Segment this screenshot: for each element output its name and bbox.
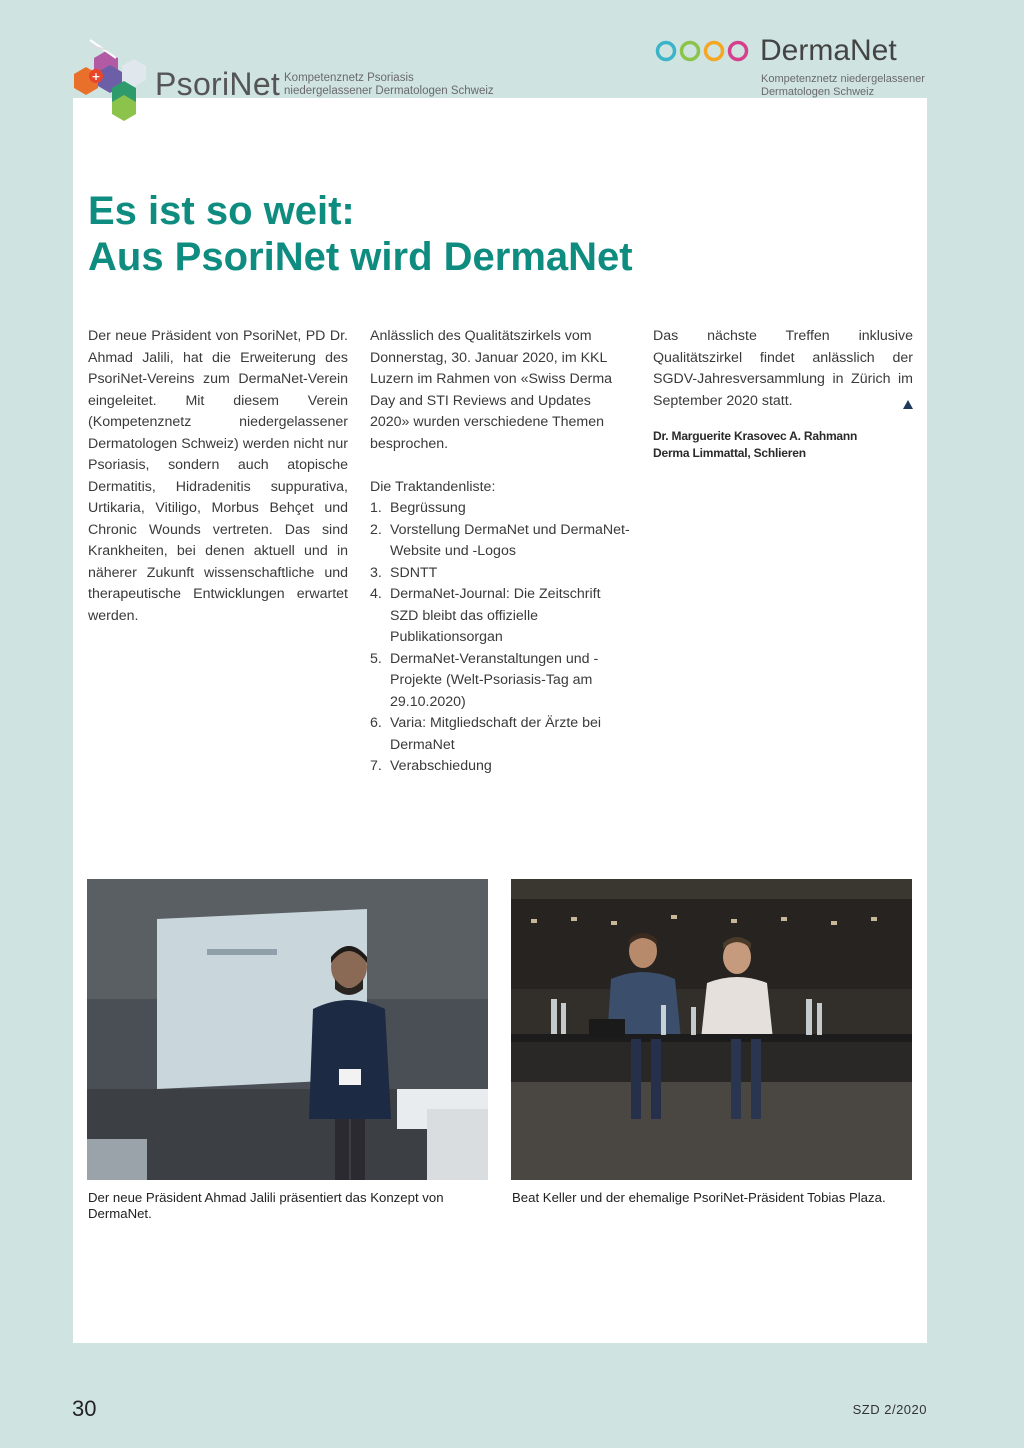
article-title-line1: Es ist so weit:: [88, 189, 355, 233]
article-title: [88, 188, 848, 280]
dermanet-tagline-line1: Kompetenznetz niedergelassener: [761, 73, 925, 85]
dermanet-tagline: [761, 73, 941, 98]
photo-table-panel: [511, 879, 912, 1180]
page-number: 30: [72, 1396, 97, 1421]
article-column-2: [370, 326, 630, 778]
column1-paragraph: Der neue Präsident von PsoriNet, PD Dr. Ahmad Jalili, hat die Erweiterung des PsoriNet-Vereins zum DermaNet-Verein eingeleitet. Mit diesem Verein (Kompetenznetz niedergelassener Dermatologen Schweiz) werden nicht nur Psoriasis, sondern auch atopische Dermatitis, Hidradenitis suppurativa, Urtikaria, Vitiligo, Morbus Behçet und Chronic Wounds vertreten. Das sind Krankheiten, bei denen aktuell und in näherer Zukunft wissenschaftliche und therapeutische Entwicklungen erwartet werden.: [88, 328, 348, 624]
agenda-item: 2. Vorstellung DermaNet und DermaNet-Website und -Logos: [370, 521, 630, 559]
author-block: [653, 428, 913, 462]
article-column-1: [88, 326, 348, 627]
dermanet-rings-icon: [655, 40, 751, 62]
article-title-line2: Aus PsoriNet wird DermaNet: [88, 235, 633, 279]
author-name: Dr. Marguerite Krasovec A. Rahmann: [653, 429, 858, 443]
psorinet-tagline-line2: niedergelassener Dermatologen Schweiz: [284, 85, 494, 97]
svg-text:+: +: [91, 70, 101, 83]
agenda-item: 3. SDNTT: [370, 564, 438, 581]
psorinet-brand-name: PsoriNet: [155, 66, 281, 102]
psorinet-tagline-line1: Kompetenznetz Psoriasis: [284, 72, 414, 84]
agenda-item: 5. DermaNet-Veranstaltungen und -Projekte (Welt-Psoriasis-Tag am 29.10.2020): [370, 650, 599, 710]
column3-paragraph: Das nächste Treffen inklusive Qualitätszirkel findet anlässlich der SGDV-Jahresversammlung in Zürich im September 2020 statt.: [653, 328, 913, 409]
agenda-item: 1. Begrüssung: [370, 500, 466, 516]
agenda-item: 7. Verabschiedung: [370, 758, 492, 774]
dermanet-brand-name: DermaNet: [760, 34, 897, 67]
author-affiliation: Derma Limmattal, Schlieren: [653, 446, 806, 460]
photo-caption-2: Beat Keller und der ehemalige PsoriNet-Präsident Tobias Plaza.: [512, 1190, 886, 1205]
issue-label: SZD 2/2020: [852, 1402, 927, 1417]
agenda-list: [370, 498, 630, 778]
agenda-heading: Die Traktandenliste:: [370, 478, 496, 495]
agenda-item: 6. Varia: Mitgliedschaft der Ärzte bei DermaNet: [370, 715, 602, 753]
psorinet-logo-icon: [72, 36, 152, 122]
agenda-item: 4. DermaNet-Journal: Die Zeitschrift SZD bleibt das offizielle Publikationsorgan: [370, 586, 601, 645]
dermanet-tagline-line2: Dermatologen Schweiz: [761, 85, 875, 98]
psorinet-tagline: [284, 72, 544, 98]
end-triangle-icon: [903, 400, 913, 409]
photo-presenter: [87, 879, 488, 1180]
article-column-3: [653, 326, 913, 462]
column2-intro: Anlässlich des Qualitätszirkels vom Donnerstag, 30. Januar 2020, im KKL Luzern im Rahmen von «Swiss Derma Day and STI Reviews and Updates 2020» wurden verschiedene Themen besprochen.: [370, 328, 613, 452]
photo-caption-1: Der neue Präsident Ahmad Jalili präsentiert das Konzept von DermaNet.: [88, 1190, 444, 1221]
